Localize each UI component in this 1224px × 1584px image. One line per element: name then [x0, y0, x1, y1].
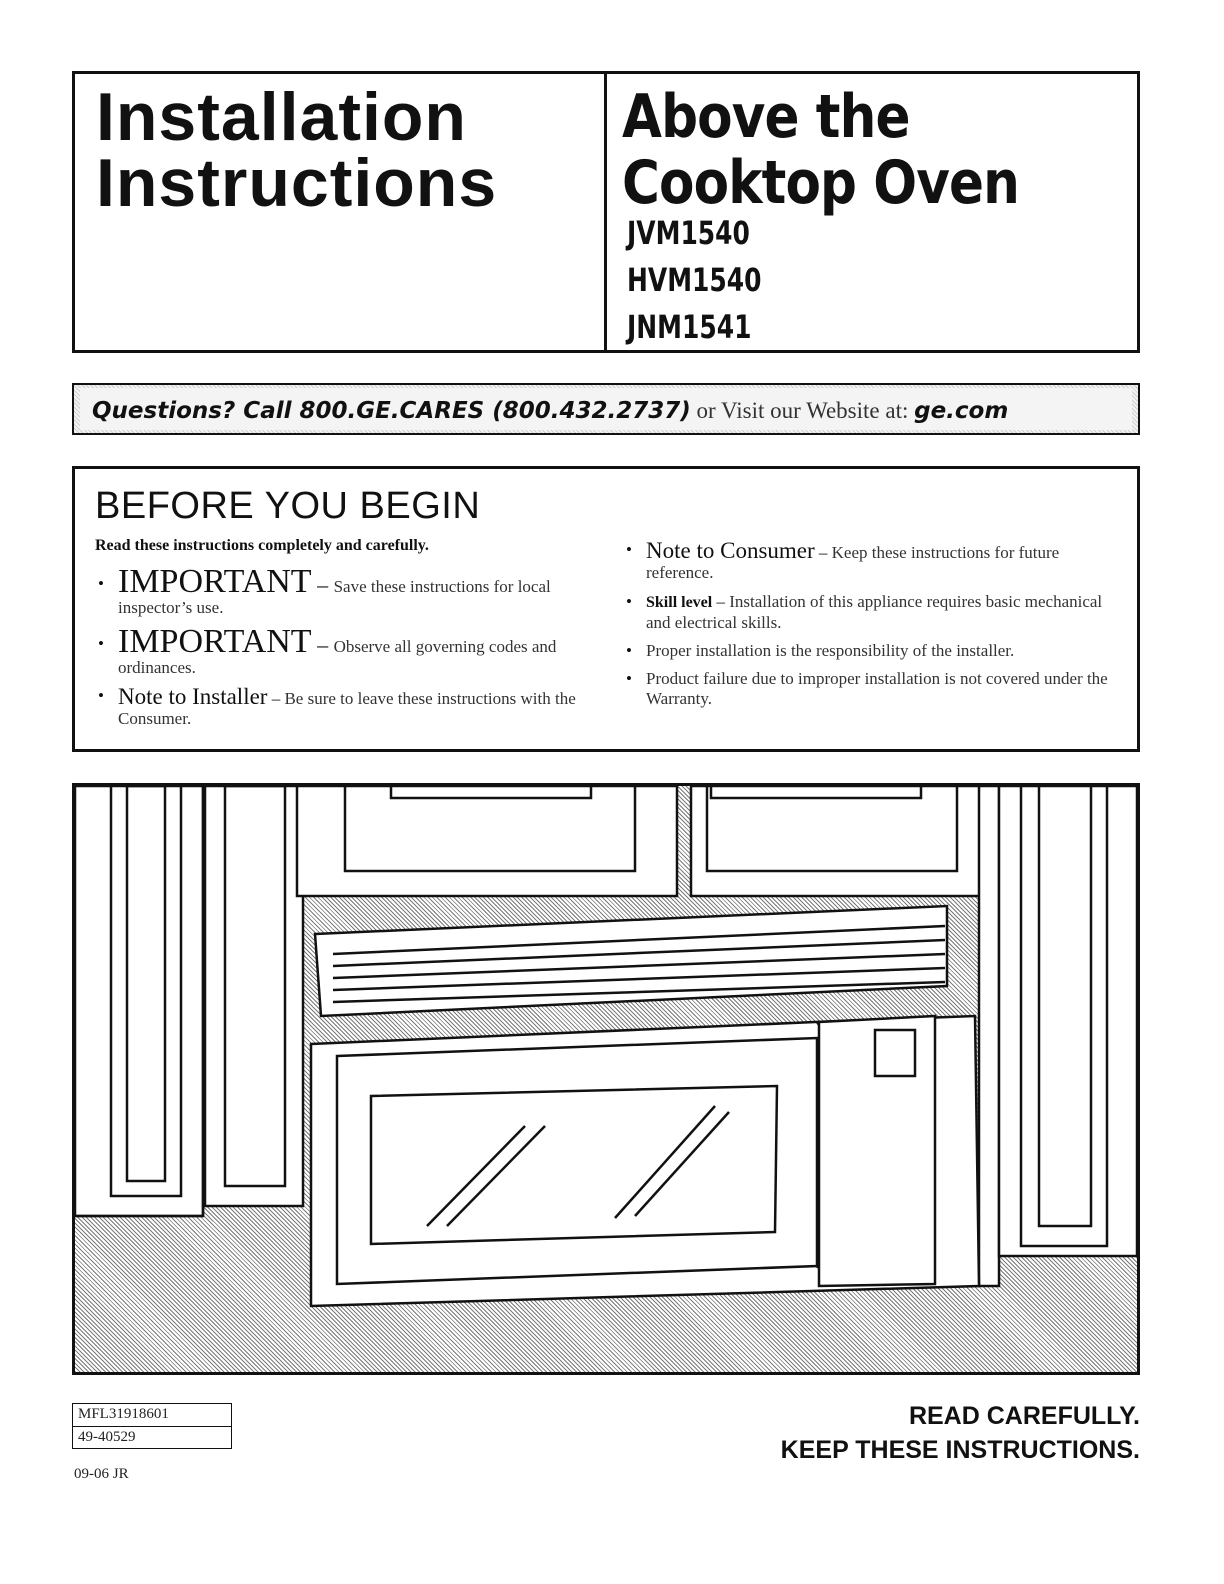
list-item: [626, 669, 1116, 709]
title-line-1: Installation: [96, 79, 467, 155]
item-text: Observe all governing codes and ordinances.: [118, 637, 557, 677]
item-text: Keep these instructions for future reference.: [646, 543, 1060, 582]
list-item: [626, 538, 1116, 583]
item-label: Skill level: [646, 594, 713, 611]
title-divider: [604, 71, 607, 353]
bullet: •: [626, 540, 632, 559]
part-number: MFL31918601: [78, 1406, 169, 1422]
list-item: [626, 592, 1116, 633]
bullet: •: [626, 592, 632, 611]
list-item: [626, 641, 1116, 661]
bullet: •: [626, 641, 632, 660]
section-heading: BEFORE YOU BEGIN: [95, 485, 481, 527]
item-label: Note to Installer: [118, 684, 268, 709]
keep-instructions-notice: KEEP THESE INSTRUCTIONS.: [780, 1436, 1140, 1464]
model-number: HVM1540: [627, 261, 762, 299]
part-number: 49-40529: [78, 1429, 136, 1445]
item-text: Be sure to leave these instructions with the Consumer.: [118, 689, 576, 728]
list-item: [98, 684, 588, 729]
section-subheading: Read these instructions completely and carefully.: [95, 537, 429, 554]
item-text: Proper installation is the responsibility of the installer.: [646, 641, 1015, 660]
website-link[interactable]: ge.com: [914, 398, 1009, 424]
microwave-drawing: [75, 786, 1137, 1372]
item-separator: –: [311, 632, 334, 657]
item-text: Product failure due to improper installation is not covered under the Warranty.: [646, 669, 1108, 708]
document-title: [96, 79, 498, 221]
item-separator: –: [311, 572, 334, 597]
item-label: IMPORTANT: [118, 623, 312, 660]
read-carefully-notice: READ CAREFULLY.: [908, 1402, 1140, 1430]
item-text: Installation of this appliance requires basic mechanical and electrical skills.: [646, 592, 1103, 632]
list-item: [98, 623, 588, 678]
bullet: •: [98, 634, 104, 653]
questions-phone: Questions? Call 800.GE.CARES (800.432.2737): [92, 398, 691, 424]
item-label: IMPORTANT: [118, 563, 312, 600]
item-separator: –: [267, 689, 285, 708]
questions-middle: or Visit our Website at:: [690, 398, 915, 423]
questions-text: [92, 396, 1008, 426]
microwave-illustration: [72, 783, 1140, 1375]
model-number: JNM1541: [627, 308, 752, 346]
date-code: 09-06 JR: [74, 1466, 129, 1482]
product-line-1: Above the: [622, 82, 910, 152]
list-item: [98, 563, 588, 618]
bullet: •: [626, 669, 632, 688]
item-separator: –: [814, 543, 832, 562]
bullet: •: [98, 686, 104, 705]
title-line-2: Instructions: [96, 145, 498, 221]
product-title: [622, 84, 1019, 216]
product-line-2: Cooktop Oven: [622, 148, 1020, 218]
bullet: •: [98, 574, 104, 593]
model-number: JVM1540: [627, 214, 750, 252]
item-text: Save these instructions for local inspector’s use.: [118, 577, 551, 617]
item-label: Note to Consumer: [646, 538, 815, 563]
item-separator: –: [712, 592, 730, 611]
